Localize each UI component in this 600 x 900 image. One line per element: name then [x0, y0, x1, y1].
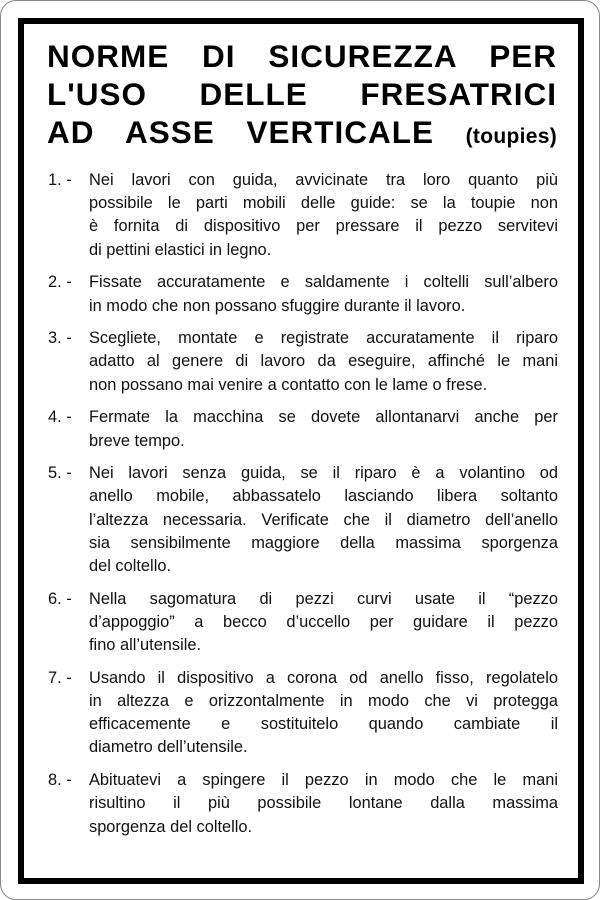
- rule-text-line: in altezza e orizzontalmente in modo che vi protegga: [89, 692, 558, 711]
- rule-number: 7. -: [48, 668, 72, 687]
- rule-text-line: Fissate accuratamente e saldamente i coltelli sull’albero: [89, 273, 558, 292]
- rule-text-line: breve tempo.: [89, 431, 185, 450]
- rule-text-line: efficacemente e sostituitelo quando cambiate il: [89, 715, 558, 734]
- rule-number: 1. -: [48, 171, 72, 189]
- rule-text-line: è fornita di dispositivo per pressare il pezzo servitevi: [89, 217, 558, 236]
- rule-number: 8. -: [48, 771, 72, 790]
- rule-text-line: l’altezza necessaria. Verificate che il diametro dell’anello: [89, 510, 558, 529]
- rule-item: [48, 769, 558, 839]
- rule-text-line: anello mobile, abbassatelo lasciando libera soltanto: [89, 487, 558, 506]
- rule-text-line: non possano mai venire a contatto con le lame o frese.: [89, 375, 488, 394]
- rule-text-line: Fermate la macchina se dovete allontanarvi anche per: [89, 408, 558, 427]
- rule-number: 4. -: [48, 408, 72, 427]
- rule-text-line: sporgenza del coltello.: [89, 817, 253, 836]
- rule-text-line: sia sensibilmente maggiore della massima sporgenza: [89, 533, 558, 552]
- rule-number: 6. -: [48, 589, 72, 608]
- rule-text-line: risultino il più possibile lontane dalla massima: [89, 794, 558, 813]
- rule-number: 2. -: [48, 273, 72, 292]
- rule-text-line: Abituatevi a spingere il pezzo in modo che le mani: [89, 771, 558, 790]
- sign-frame: [18, 18, 584, 884]
- rule-item: [48, 169, 558, 262]
- rule-text-line: di pettini elastici in legno.: [89, 240, 272, 259]
- title-line-1: NORME DI SICUREZZA PER: [47, 38, 557, 74]
- rule-text-line: Usando il dispositivo a corona od anello fisso, regolatelo: [89, 668, 558, 687]
- rule-item: [48, 406, 558, 452]
- title-line-2: L'USO DELLE FRESATRICI: [47, 76, 557, 112]
- rule-item: [48, 667, 558, 760]
- rule-text-line: Scegliete, montate e registrate accuratamente il riparo: [89, 329, 558, 348]
- rule-text-line: d’appoggio” a becco d’uccello per guidare il pezzo: [89, 612, 558, 631]
- rule-text-line: fino all’utensile.: [89, 636, 202, 655]
- rule-text-line: Nei lavori con guida, avvicinate tra loro quanto più: [89, 171, 558, 189]
- rule-item: [48, 271, 558, 317]
- title-line-3: [47, 113, 557, 156]
- rule-text-line: possibile le parti mobili delle guide: se la toupie non: [89, 194, 558, 213]
- rule-text-line: Nella sagomatura di pezzi curvi usate il “pezzo: [89, 589, 558, 608]
- title-line-3-main: AD ASSE VERTICALE: [47, 114, 434, 150]
- rule-text-line: Nei lavori senza guida, se il riparo è a volantino od: [89, 464, 558, 483]
- rule-item: [48, 462, 558, 578]
- rules-list: [48, 169, 558, 848]
- sign-title: [47, 37, 557, 156]
- title-line-3-sub: (toupies): [465, 125, 557, 148]
- rule-item: [48, 327, 558, 397]
- rule-number: 3. -: [48, 329, 72, 348]
- rule-text-line: del coltello.: [89, 557, 172, 576]
- rule-text-line: adatto al genere di lavoro da eseguire, affinché le mani: [89, 352, 558, 371]
- rule-text-line: diametro dell’utensile.: [89, 738, 248, 757]
- rule-item: [48, 588, 558, 658]
- rule-text-line: in modo che non possano sfuggire durante il lavoro.: [89, 296, 466, 315]
- rule-number: 5. -: [48, 464, 72, 483]
